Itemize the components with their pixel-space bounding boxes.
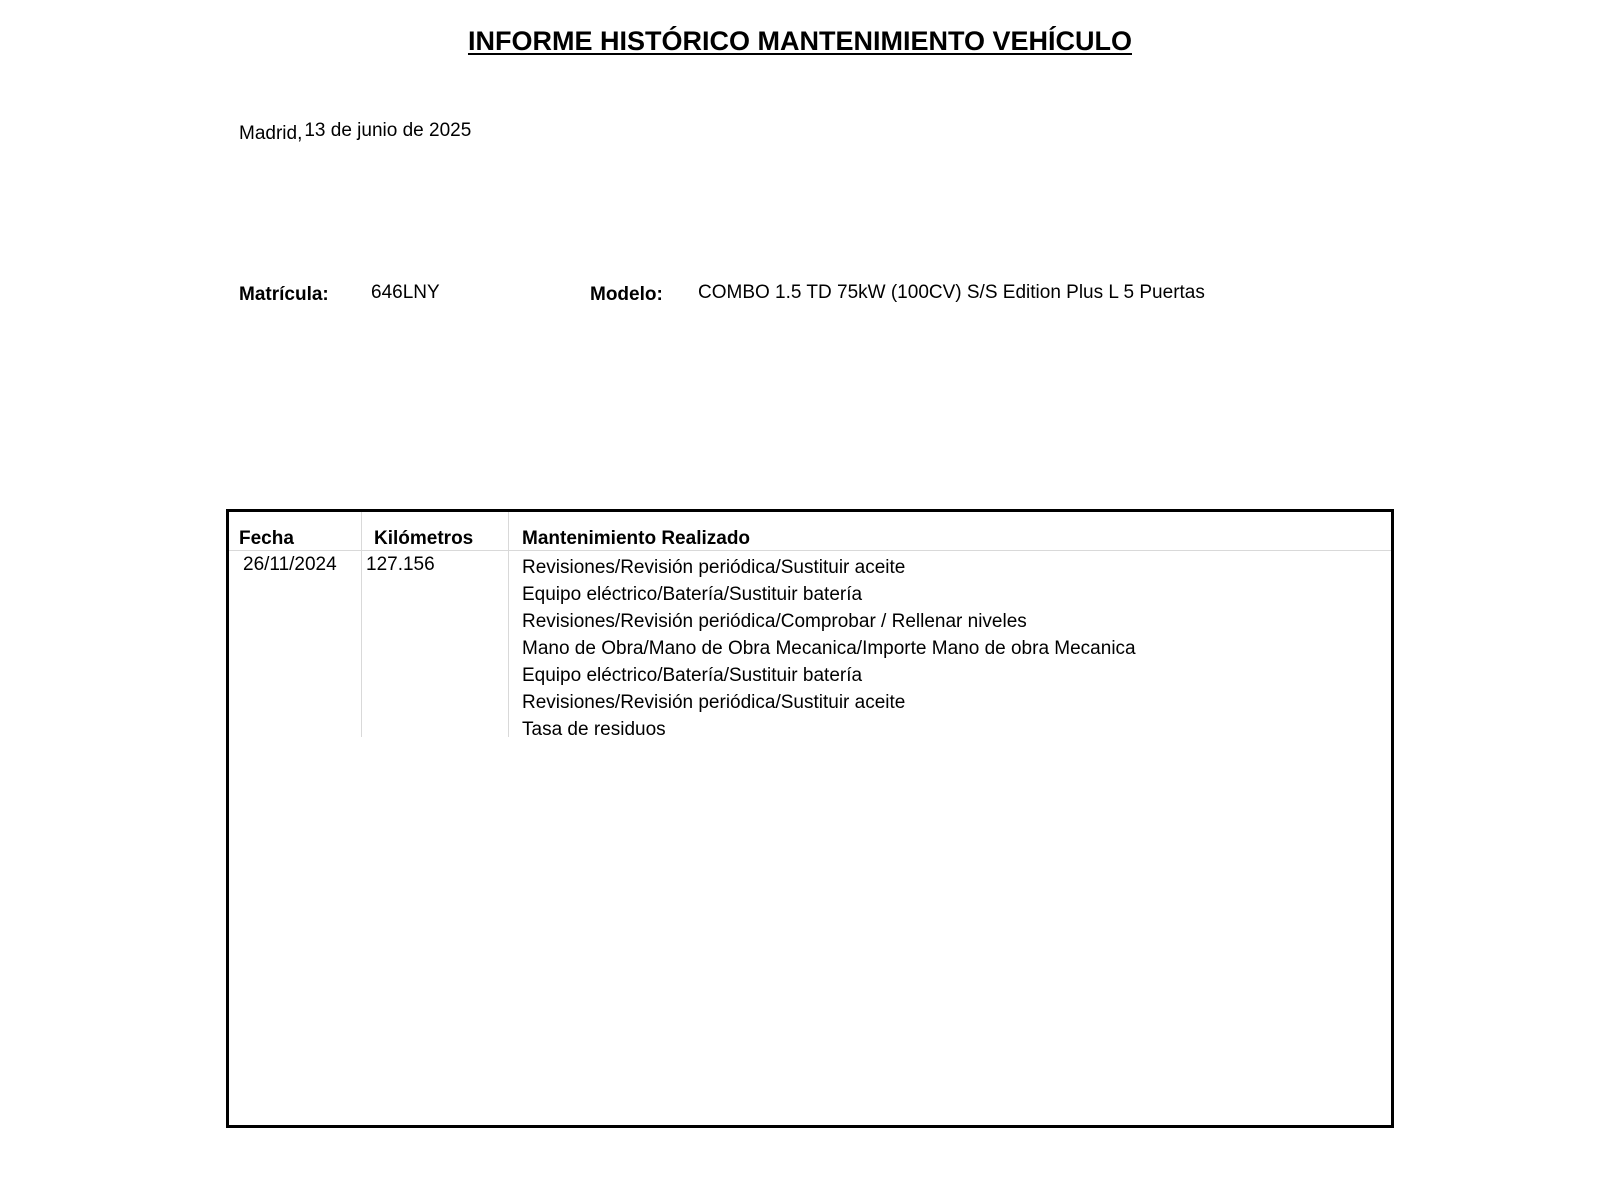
maintenance-item: Equipo eléctrico/Batería/Sustituir batería	[522, 584, 863, 605]
header-maintenance: Mantenimiento Realizado	[522, 528, 751, 549]
plate-label: Matrícula:	[239, 284, 329, 305]
column-divider	[361, 512, 362, 737]
header-date: Fecha	[239, 528, 294, 549]
maintenance-item: Revisiones/Revisión periódica/Sustituir aceite	[522, 557, 906, 578]
maintenance-table	[226, 509, 1394, 1128]
header-divider	[229, 550, 1391, 551]
report-date: 13 de junio de 2025	[304, 120, 472, 141]
report-title: INFORME HISTÓRICO MANTENIMIENTO VEHÍCULO	[467, 26, 1132, 56]
row-km: 127.156	[366, 554, 435, 575]
maintenance-item: Mano de Obra/Mano de Obra Mecanica/Importe Mano de obra Mecanica	[522, 638, 1136, 659]
model-value: COMBO 1.5 TD 75kW (100CV) S/S Edition Plus L 5 Puertas	[698, 282, 1205, 303]
maintenance-item: Tasa de residuos	[522, 719, 666, 740]
model-label: Modelo:	[590, 284, 663, 305]
header-km: Kilómetros	[374, 528, 474, 549]
column-divider	[508, 512, 509, 737]
maintenance-item: Revisiones/Revisión periódica/Comprobar / Rellenar niveles	[522, 611, 1027, 632]
report-city: Madrid,	[239, 123, 303, 144]
maintenance-items	[522, 554, 1136, 743]
row-date: 26/11/2024	[243, 554, 337, 575]
maintenance-item: Revisiones/Revisión periódica/Sustituir aceite	[522, 692, 906, 713]
maintenance-item: Equipo eléctrico/Batería/Sustituir batería	[522, 665, 863, 686]
place-and-date	[239, 120, 471, 142]
plate-value: 646LNY	[371, 282, 440, 303]
